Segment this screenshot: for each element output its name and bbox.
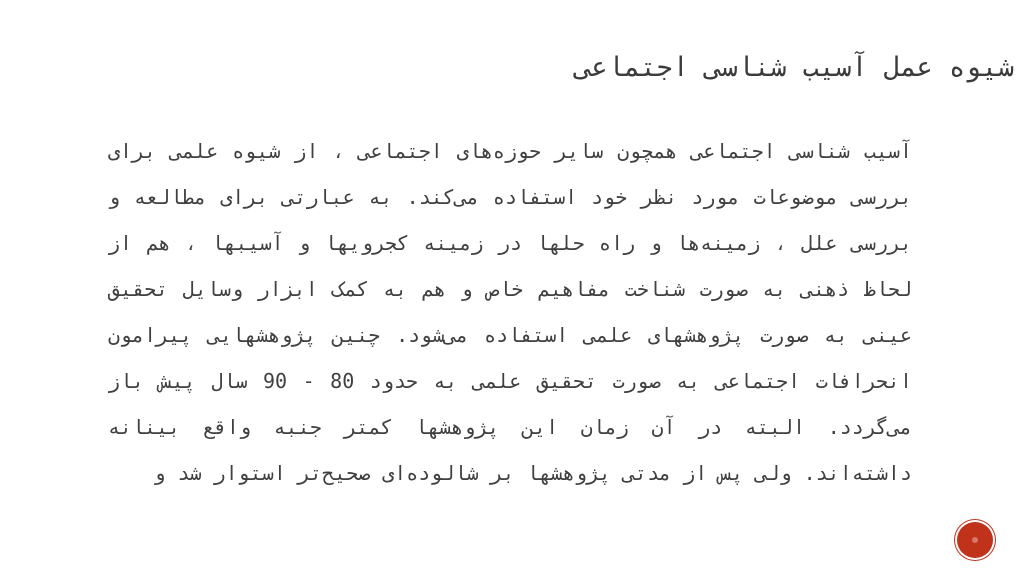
slide-body-text: آسیب شناسی اجتماعی همچون سایر حوزه‌های اجتماعی ، از شیوه علمی برای بررسی موضوعات مورد نظر خود استفاده می‌کند. به عبارتی برای مطالعه و بررسی علل ، زمینه‌ها و راه حلها در زمینه کجرویها و آسیبها ، هم از لحاظ ذهنی به صورت شناخت مفاهیم خاص و هم به کمک ابزار وسایل تحقیق عینی به صورت پژوهشهای علمی استفاده می‌شود. چنین پژوهشهایی پیرامون انحرافات اجتماعی به صورت تحقیق علمی به حدود 80 - 90 سال پیش باز می‌گردد. البته در آن زمان این پژوهشها کمتر جنبه واقع بینانه داشته‌اند. ولی پس از مدتی پژوهشها بر شالوده‌ای صحیح‌تر استوار شد و xyxy=(108,139,912,485)
nav-circle-center xyxy=(972,537,978,543)
slide-nav-circle-icon[interactable] xyxy=(957,522,993,558)
slide-title: شیوه عمل آسیب شناسی اجتماعی xyxy=(575,52,1014,83)
